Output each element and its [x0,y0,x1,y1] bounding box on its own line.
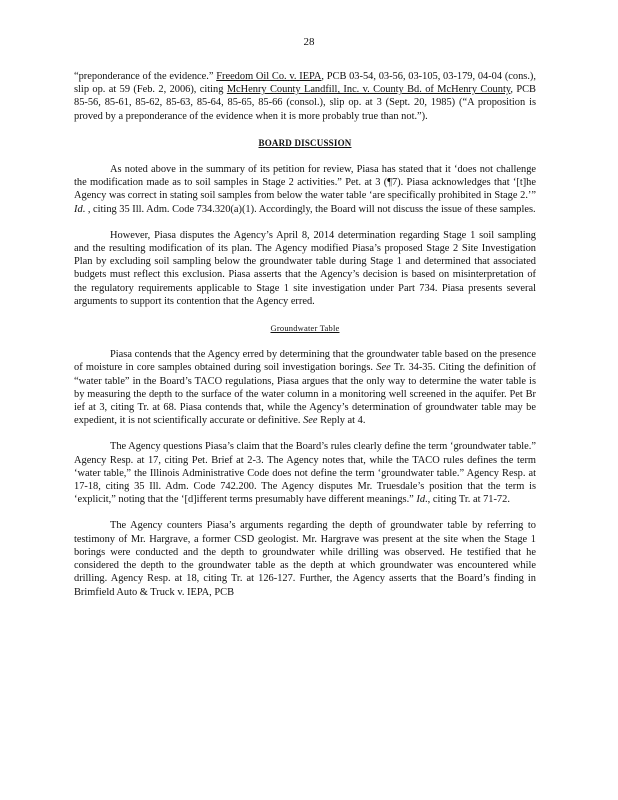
paragraph-board-1-text-1: As noted above in the summary of its petition for review, Piasa has stated that it ‘does not challenge the modification made as to soil samples in Stage 2 activities.” Pet. at 3 (¶7). Piasa acknowledges that ‘[t]he Agency was correct in stating soil samples from below the water table ‘are specifically prohibited in Stage 2.’” [74,164,536,202]
see-signal: See [376,362,391,374]
carry-over-text-1: “preponderance of the evidence.” [74,71,217,82]
carry-over-paragraph [74,70,536,123]
section-heading-board-discussion: BOARD DISCUSSION [258,137,352,148]
section-heading-groundwater-table: Groundwater Table [270,323,340,334]
carry-over-text-3: , PCB 85-56, 85-61, 85-62, 85-63, 85-64, 85-65, 85-66 (consol.), slip op. at 3 (Sept. 20, 1985) (“A proposition is proved by a preponderance of the evidence when it is more probably true than not.”). [74,84,536,122]
paragraph-board-1-text-2: . , citing 35 Ill. Adm. Code 734.320(a)(1). Accordingly, the Board will not discuss the issue of these samples. [82,203,536,215]
paragraph-groundwater-2-text-2: ., citing Tr. at 71-72. [425,494,510,506]
paragraph-groundwater-1 [74,348,536,427]
body-text [74,70,536,599]
paragraph-board-1 [74,163,536,216]
paragraph-groundwater-1-text-1: Piasa contends that the Agency erred by determining that the groundwater table based on the presence of moisture in core samples obtained during soil investigation borings. [74,349,536,374]
case-citation-mchenry: McHenry County Landfill, Inc. v. County Bd. of McHenry County [226,84,511,96]
case-citation-freedom-oil: Freedom Oil Co. v. IEPA [216,71,322,82]
paragraph-board-2: However, Piasa disputes the Agency’s April 8, 2014 determination regarding Stage 1 soil sampling and the resulting modification of its plan. The Agency modified Piasa’s proposed Stage 2 Site Investigation Plan by excluding soil sampling below the groundwater table during Stage 1 and determined that associated budgets must reflect this exclusion. Piasa asserts that the Agency’s decision is based on misinterpretation of the regulatory requirements applicable to Stage 1 site investigation under Part 734. Piasa presents several arguments to support its contention that the Agency erred. [74,229,536,307]
see-signal: See [303,415,318,427]
paragraph-groundwater-1-text-2: Tr. 34-35. Citing the definition of “water table” in the Board’s TACO regulations, Piasa argues that the only way to determine the water table is by measuring the depth to the surface of the water column in a monitoring well screened in the aquifer. Pet Br ief at 3, citing Tr. at 68. Piasa contends that, while the Agency’s determination of groundwater table may be expedient, it is not scientifically accurate or definitive. [74,362,536,427]
id-signal: Id [416,494,426,506]
paragraph-groundwater-3: The Agency counters Piasa’s arguments regarding the depth of groundwater table by referring to testimony of Mr. Hargrave, a former CSD geologist. Mr. Hargrave was present at the site when the Stage 1 borings were conducted and the depth to groundwater while drilling was observed. He testified that he considered the depth to the groundwater table as the depth at which groundwater was encountered while drilling. Agency Resp. at 18, citing Tr. at 126-127. Further, the Agency asserts that the Board’s finding in Brimfield Auto & Truck v. IEPA, PCB [74,520,536,598]
paragraph-groundwater-1-text-3: Reply at 4. [317,415,366,427]
id-signal: Id [74,203,83,215]
carry-over-text-2: , PCB 03-54, 03-56, 03-105, 03-179, 04-04 (cons.), slip op. at 59 (Feb. 2, 2006), citing [74,71,536,96]
paragraph-groundwater-2-text-1: The Agency questions Piasa’s claim that the Board’s rules clearly define the term ‘groundwater table.” Agency Resp. at 17, citing Pet. Brief at 2-3. The Agency notes that, while the TACO rules defines the term ‘water table,” the Illinois Administrative Code does not define the term ‘groundwater table.” Agency Resp. at 17-18, citing 35 Ill. Adm. Code 742.200. The Agency disputes Mr. Truesdale’s position that the term is ‘explicit,” noting that the ‘[d]ifferent terms presumably have different meanings.” [74,441,536,506]
paragraph-groundwater-2 [74,440,536,506]
page-number: 28 [303,36,315,48]
